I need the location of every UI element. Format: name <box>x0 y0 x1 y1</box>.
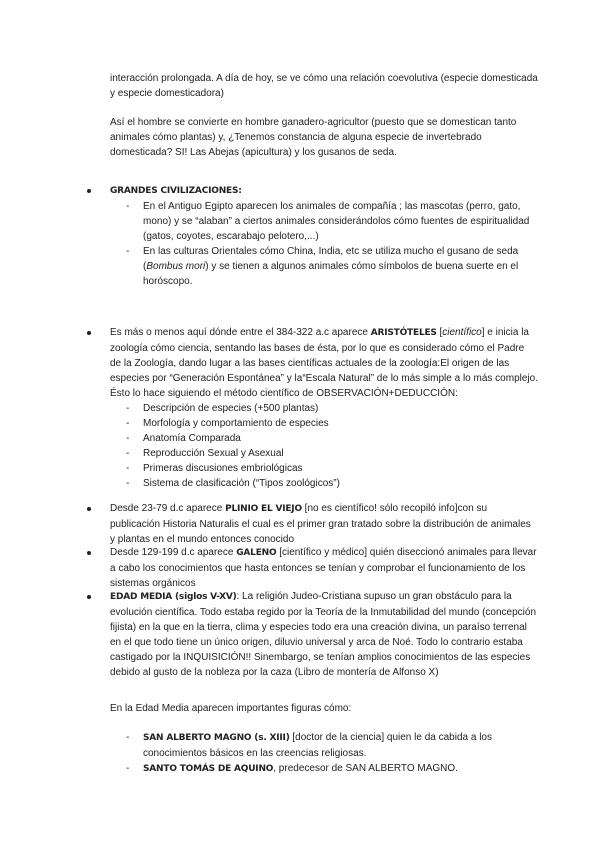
intro-paragraph-1: interacción prolongada. A día de hoy, se ve cómo una relación coevolutiva (especie domesticada y especie domesticadora) <box>110 73 538 99</box>
edad-media-section <box>110 589 538 680</box>
list-item: - Sistema de clasificación (“Tipos zoológicos”) <box>110 476 538 491</box>
list-item: - En el Antiguo Egipto aparecen los animales de compañía ; las mascotas (perro, gato, mono) y se “alaban” a ciertos animales considerándolos cómo fuentes de espiritualidad (gatos, coyotes, escarabajo pelotero,...) <box>110 199 538 244</box>
bullet-icon <box>87 551 91 555</box>
bullet-icon <box>87 507 91 511</box>
galeno-section <box>110 545 538 591</box>
bullet-icon <box>87 331 91 335</box>
aristoteles-section <box>110 325 538 491</box>
bullet-icon <box>87 189 91 193</box>
list-item: - Reproducción Sexual y Asexual <box>110 446 538 461</box>
list-item: - Descripción de especies (+500 plantas) <box>110 401 538 416</box>
figures-section <box>110 730 538 777</box>
list-item: - Anatomía Comparada <box>110 431 538 446</box>
list-item: - Primeras discusiones embriológicas <box>110 461 538 476</box>
bullet-icon <box>87 595 91 599</box>
edad-media-paragraph: EDAD MEDIA (siglos V-XV): La religión Judeo-Cristiana supuso un gran obstáculo para la evolución científica. Todo estaba regido por la Teoría de la Inmutabilidad del mundo (concepción fijista) en la que en la tierra, clima y especies todo era una creación divina, un paraíso terrenal en el que todo tiene un único origen, diluvio universal y arca de Noé. Todo lo contrario estaba castigado por la INQUISICIÓN!! Sinembargo, se tenían amplios conocimientos de las especies debido al gusto de la nobleza por la caza (Libro de montería de Alfonso X) <box>110 591 537 678</box>
list-item: - En las culturas Orientales cómo China, India, etc se utiliza mucho el gusano de seda (Bombus mori) y se tienen a algunos animales cómo símbolos de buena suerte en el horóscopo. <box>110 244 538 289</box>
plinio-paragraph: Desde 23-79 d.c aparece PLINIO EL VIEJO [no es científico! sólo recopiló info]con su publicación Historia Naturalis el cual es el primer gran tratado sobre la distribución de animales y plantas en el mundo entonces conocido <box>110 503 531 545</box>
galeno-paragraph: Desde 129-199 d.c aparece GALENO [científico y médico] quién diseccionó animales para llevar a cabo los conocimientos que hasta entonces se tenían y comprobar el funcionamiento de los sistemas orgánicos <box>110 547 537 589</box>
figures-list <box>110 730 538 777</box>
plinio-section <box>110 501 538 547</box>
civilizaciones-section <box>110 183 538 289</box>
list-item: - SANTO TOMÁS DE AQUINO, predecesor de SAN ALBERTO MAGNO. <box>110 761 538 777</box>
list-item: - Morfología y comportamiento de especies <box>110 416 538 431</box>
aristoteles-paragraph: Es más o menos aquí dónde entre el 384-322 a.c aparece ARISTÓTELES [científico] e inicia la zoología cómo ciencia, sentando las bases de ésta, por lo que es considerado cómo el Padre de la Zoología, dando lugar a las bases científicas actuales de la zoología:El origen de las especies por “Generación Espontánea” y la“Escala Natural” de lo más simple a lo más complejo. Ésto lo hace siguiendo el método científico de OBSERVACIÓN+DEDUCCIÓN: <box>110 327 538 399</box>
aristoteles-list <box>110 401 538 491</box>
section-heading: GRANDES CIVILIZACIONES: <box>110 186 242 196</box>
civilizaciones-list <box>110 199 538 289</box>
list-item: - SAN ALBERTO MAGNO (s. XIII) [doctor de la ciencia] quien le da cabida a los conocimientos básicos en las creencias religiosas. <box>110 730 538 761</box>
intro-paragraph-2: Así el hombre se convierte en hombre ganadero-agricultor (puesto que se domestican tanto animales cómo plantas) y, ¿Tenemos constancia de alguna especie de invertebrado domesticada? SI! Las Abejas (apicultura) y los gusanos de seda. <box>110 117 517 158</box>
edad-media-intro: En la Edad Media aparecen importantes figuras cómo: <box>110 703 352 714</box>
